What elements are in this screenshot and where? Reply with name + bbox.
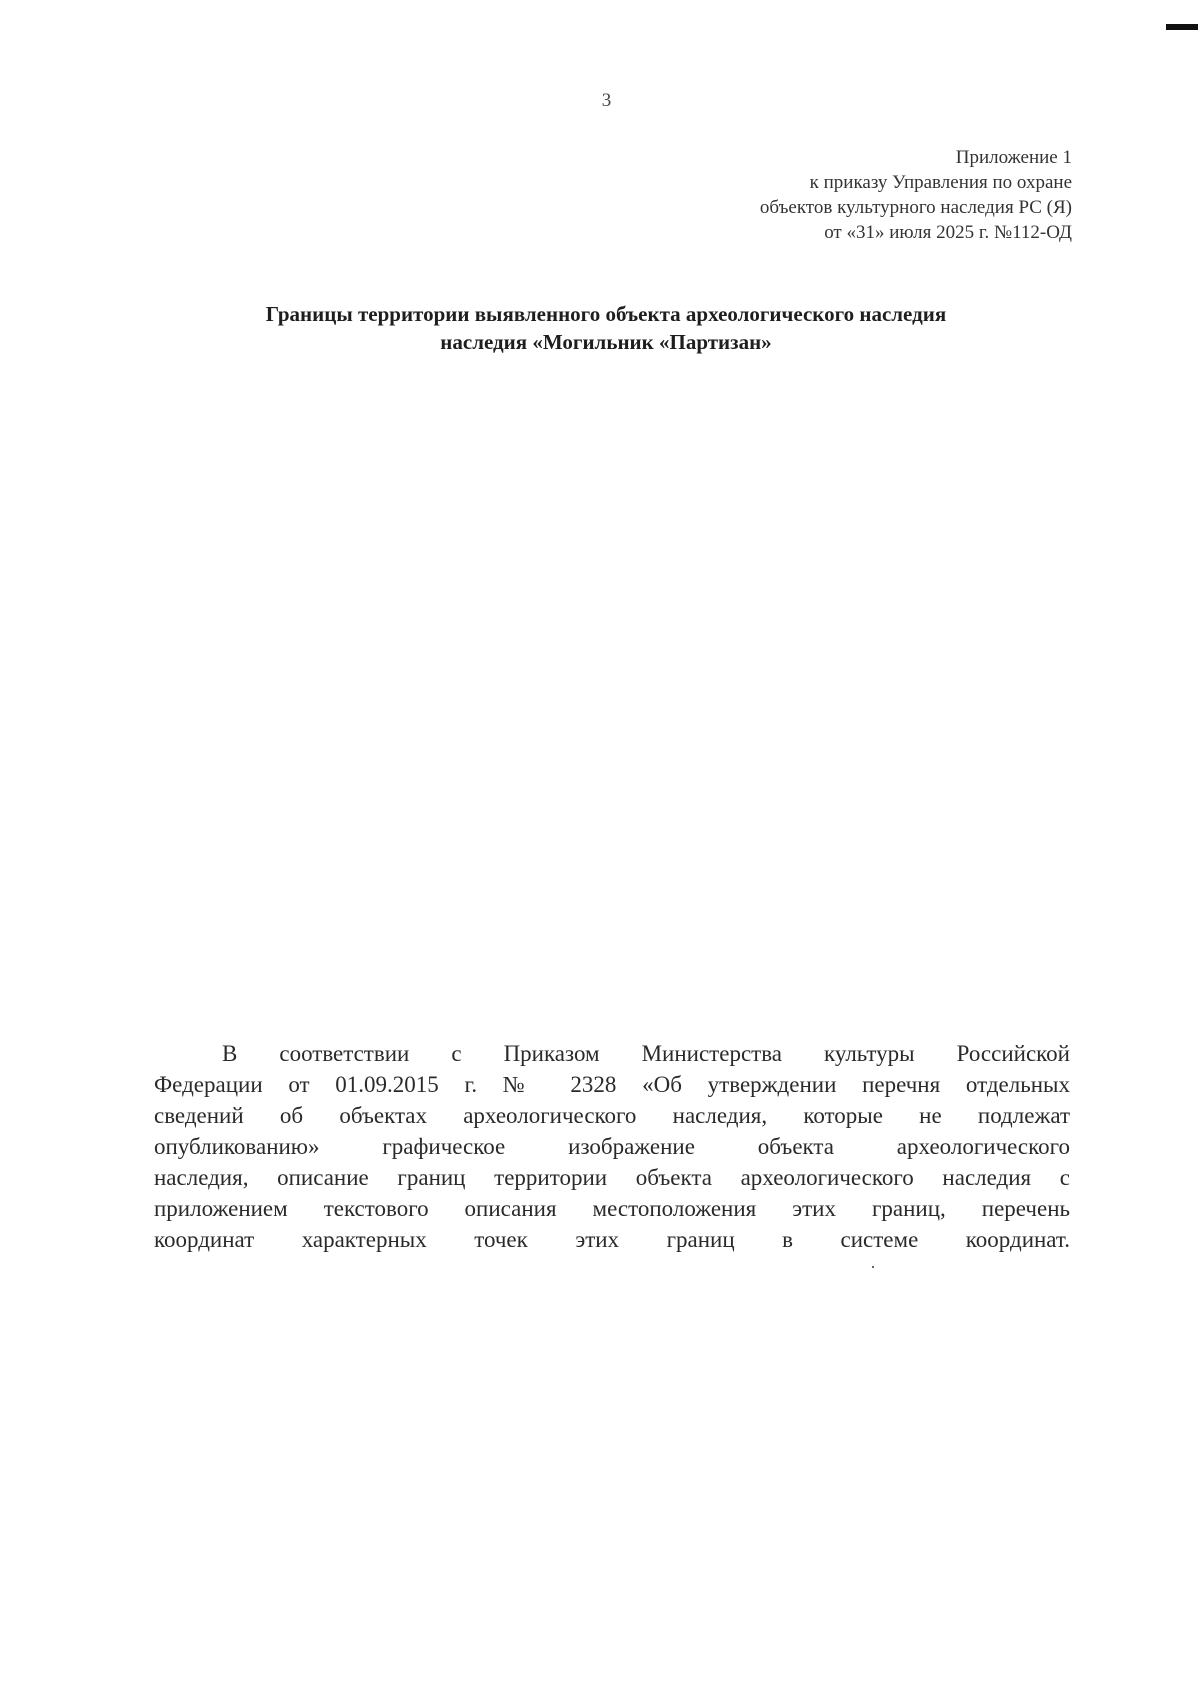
body-line: сведений об объектах археологического наследия, которые не подлежат	[154, 1103, 1070, 1128]
body-line: приложением текстового описания местоположения этих границ, перечень	[154, 1196, 1070, 1221]
appendix-order-date: от «31» июля 2025 г. №112-ОД	[824, 222, 1072, 243]
appendix-label: Приложение 1	[955, 147, 1072, 168]
document-title-line-1: Границы территории выявленного объекта археологического наследия	[265, 302, 947, 326]
body-line: координат характерных точек этих границ в системе координат.	[154, 1227, 1070, 1252]
appendix-authority: объектов культурного наследия РС (Я)	[759, 197, 1072, 218]
body-line: опубликованию» графическое изображение объекта археологического	[154, 1134, 1070, 1159]
body-line: В соответствии с Приказом Министерства культуры Российской	[222, 1041, 1070, 1066]
document-title-line-2: наследия «Могильник «Партизан»	[440, 330, 772, 354]
appendix-header	[760, 145, 1072, 245]
scan-artifact-dot	[872, 1266, 874, 1268]
appendix-order-reference: к приказу Управления по охране	[809, 172, 1072, 193]
body-paragraph	[154, 1038, 1070, 1255]
page-number: 3	[601, 90, 612, 111]
document-title	[140, 300, 1072, 356]
body-line: Федерации от 01.09.2015 г. № 2328 «Об утверждении перечня отдельных	[154, 1072, 1070, 1097]
scan-corner-mark	[1166, 24, 1198, 30]
body-line: наследия, описание границ территории объекта археологического наследия с	[154, 1165, 1070, 1190]
